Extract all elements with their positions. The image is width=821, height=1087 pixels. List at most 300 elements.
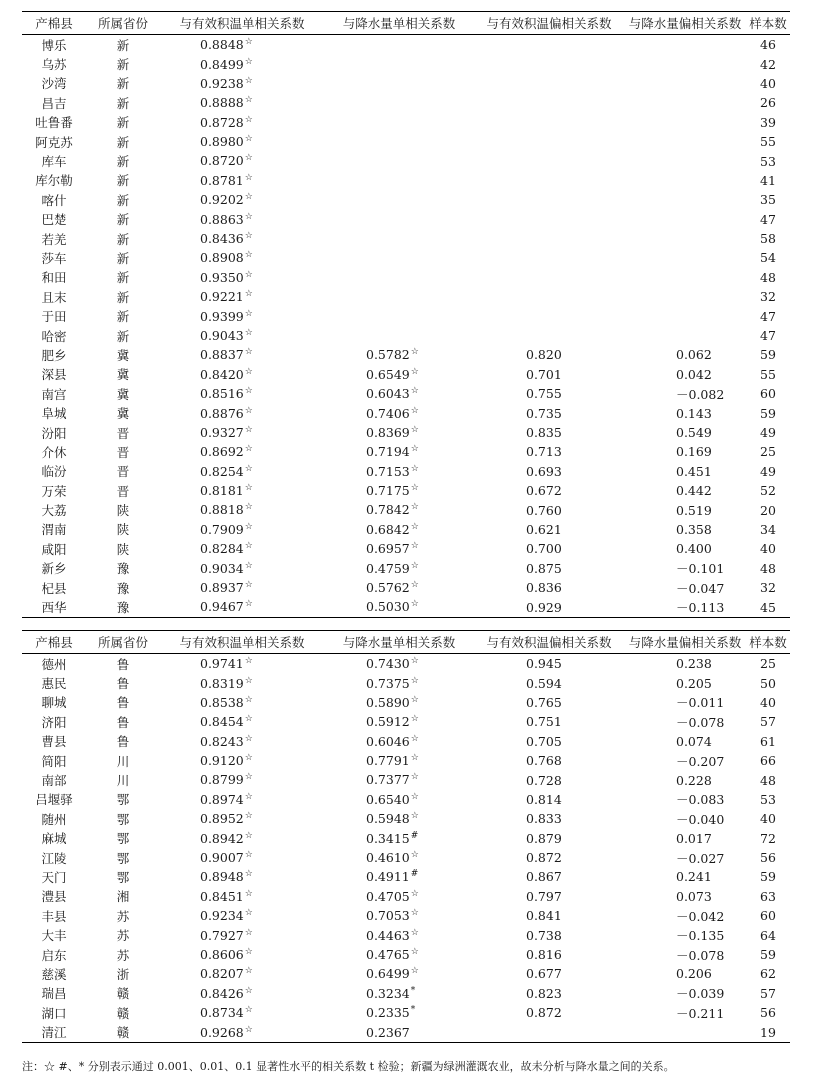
temp-partial-cell-value: 0.833 (526, 811, 562, 827)
rain-simple-cell-value: 0.6549 (366, 366, 410, 382)
temp-simple-cell-value: 0.9034 (200, 560, 244, 576)
significance-mark: ☆ (410, 483, 419, 494)
county-cell (22, 1003, 86, 1022)
province-cell (86, 906, 160, 925)
significance-mark: ☆ (410, 946, 419, 957)
temp-simple-cell (160, 693, 324, 712)
county-cell (22, 539, 86, 558)
province-cell-value: 苏 (116, 908, 130, 924)
sample-size-cell-value: 49 (760, 463, 776, 479)
county-cell-value: 西华 (41, 600, 67, 616)
province-cell-value: 新 (116, 57, 130, 73)
temp-partial-cell (474, 403, 624, 422)
county-cell-value: 昌吉 (41, 95, 67, 111)
temp-partial-cell (474, 520, 624, 539)
province-cell-value: 新 (116, 192, 130, 208)
province-cell-value: 豫 (116, 600, 130, 616)
temp-partial-cell-value: 0.879 (526, 830, 562, 846)
county-cell (22, 964, 86, 983)
table-row (22, 345, 790, 364)
county-cell (22, 132, 86, 151)
province-cell (86, 462, 160, 481)
temp-simple-cell (160, 481, 324, 500)
rain-simple-cell (324, 151, 474, 170)
temp-partial-cell-value: 0.705 (526, 733, 562, 749)
province-cell (86, 829, 160, 848)
county-cell-value: 瑞昌 (41, 986, 67, 1002)
county-cell-value: 渭南 (41, 522, 67, 538)
temp-simple-cell-value: 0.8243 (200, 733, 244, 749)
significance-mark: ☆ (244, 366, 253, 377)
temp-simple-cell (160, 906, 324, 925)
sample-size-cell (746, 751, 790, 770)
rain-partial-cell-value: －0.011 (676, 695, 725, 711)
temp-simple-cell-value: 0.8799 (200, 772, 244, 788)
province-cell (86, 539, 160, 558)
province-cell (86, 268, 160, 287)
significance-mark: ☆ (410, 405, 419, 416)
province-cell (86, 113, 160, 132)
significance-mark: ☆ (410, 347, 419, 358)
temp-partial-cell (474, 1022, 624, 1042)
temp-simple-cell (160, 326, 324, 345)
table-row (22, 829, 790, 848)
temp-partial-cell (474, 345, 624, 364)
rain-partial-cell (624, 964, 746, 983)
temp-partial-cell (474, 229, 624, 248)
significance-mark: ☆ (410, 386, 419, 397)
header-rain-simple: 与降水量单相关系数 (342, 635, 456, 650)
sample-size-cell-value: 66 (760, 753, 776, 769)
province-cell (86, 964, 160, 983)
county-cell (22, 945, 86, 964)
sample-size-cell (746, 423, 790, 442)
county-cell-value: 天门 (41, 869, 67, 885)
temp-partial-cell (474, 559, 624, 578)
province-cell-value: 新 (116, 231, 130, 247)
temp-partial-cell (474, 113, 624, 132)
county-cell (22, 712, 86, 731)
sample-size-cell-value: 26 (760, 95, 776, 111)
rain-partial-cell-value: 0.073 (676, 888, 712, 904)
county-cell-value: 惠民 (41, 676, 67, 692)
table-row (22, 365, 790, 384)
table-row (22, 481, 790, 500)
province-cell (86, 35, 160, 55)
province-cell (86, 365, 160, 384)
significance-mark: ☆ (244, 714, 253, 725)
rain-simple-cell-value: 0.7153 (366, 463, 410, 479)
rain-partial-cell (624, 306, 746, 325)
temp-simple-cell (160, 210, 324, 229)
province-cell (86, 210, 160, 229)
sample-size-cell (746, 964, 790, 983)
county-cell (22, 906, 86, 925)
rain-partial-cell (624, 190, 746, 209)
county-cell (22, 925, 86, 944)
temp-simple-cell (160, 403, 324, 422)
sample-size-cell-value: 45 (760, 599, 776, 615)
correlation-table-part-2 (22, 630, 790, 1043)
province-cell-value: 新 (116, 309, 130, 325)
province-cell-value: 晋 (116, 425, 130, 441)
significance-mark: ☆ (244, 56, 253, 67)
temp-simple-cell (160, 867, 324, 886)
temp-partial-cell-value: 0.836 (526, 580, 562, 596)
temp-simple-cell (160, 442, 324, 461)
sample-size-cell (746, 113, 790, 132)
temp-simple-cell-value: 0.9238 (200, 76, 244, 92)
county-cell-value: 湖口 (41, 1005, 67, 1021)
rain-simple-cell (324, 732, 474, 751)
rain-simple-cell (324, 597, 474, 617)
sample-size-cell (746, 984, 790, 1003)
rain-simple-cell-value: 0.6043 (366, 386, 410, 402)
temp-partial-cell (474, 539, 624, 558)
county-cell-value: 吐鲁番 (35, 115, 73, 131)
rain-partial-cell-value: －0.083 (676, 792, 725, 808)
temp-simple-cell-value: 0.8436 (200, 231, 244, 247)
province-cell (86, 248, 160, 267)
temp-simple-cell (160, 306, 324, 325)
significance-mark: ☆ (244, 946, 253, 957)
temp-simple-cell-value: 0.9350 (200, 269, 244, 285)
province-cell-value: 冀 (116, 367, 130, 383)
temp-simple-cell-value: 0.9007 (200, 850, 244, 866)
rain-partial-cell-value: －0.078 (676, 947, 725, 963)
province-cell (86, 867, 160, 886)
rain-partial-cell-value: －0.113 (676, 600, 725, 616)
temp-partial-cell-value: 0.835 (526, 425, 562, 440)
province-cell (86, 132, 160, 151)
province-cell-value: 鄂 (116, 850, 130, 866)
county-cell (22, 229, 86, 248)
table-row (22, 712, 790, 731)
sample-size-cell-value: 35 (760, 192, 776, 208)
county-cell-value: 和田 (41, 270, 67, 286)
temp-simple-cell-value: 0.8948 (200, 869, 244, 885)
rain-simple-cell-value: 0.7377 (366, 772, 410, 788)
significance-mark: # (410, 869, 419, 880)
rain-partial-cell (624, 462, 746, 481)
county-cell (22, 442, 86, 461)
table-row (22, 578, 790, 597)
county-cell-value: 吕堰驿 (35, 792, 73, 808)
sample-size-cell-value: 56 (760, 1005, 776, 1021)
county-cell-value: 库车 (41, 154, 67, 170)
county-cell (22, 520, 86, 539)
rain-partial-cell-value: 0.143 (676, 405, 712, 421)
province-cell-value: 浙 (116, 966, 130, 982)
table-row (22, 1003, 790, 1022)
temp-simple-cell-value: 0.7927 (200, 927, 244, 943)
province-cell (86, 712, 160, 731)
rain-partial-cell (624, 770, 746, 789)
significance-mark: ☆ (410, 675, 419, 686)
significance-mark: ☆ (244, 153, 253, 164)
rain-simple-cell (324, 829, 474, 848)
temp-simple-cell-value: 0.9202 (200, 192, 244, 208)
rain-simple-cell-value: 0.5782 (366, 347, 410, 363)
sample-size-cell-value: 42 (760, 56, 776, 72)
temp-simple-cell-value: 0.9741 (200, 656, 244, 672)
significance-mark: ☆ (244, 733, 253, 744)
province-cell (86, 597, 160, 617)
rain-simple-cell (324, 984, 474, 1003)
sample-size-cell-value: 59 (760, 405, 776, 421)
province-cell-value: 新 (116, 328, 130, 344)
rain-simple-cell-value: 0.7406 (366, 405, 410, 421)
county-cell (22, 171, 86, 190)
county-cell (22, 693, 86, 712)
rain-simple-cell (324, 1003, 474, 1022)
rain-partial-cell (624, 945, 746, 964)
county-cell (22, 151, 86, 170)
rain-simple-cell-value: 0.2335 (366, 1005, 410, 1021)
rain-simple-cell (324, 171, 474, 190)
rain-simple-cell-value: 0.5948 (366, 811, 410, 827)
significance-mark: ☆ (410, 463, 419, 474)
sample-size-cell-value: 40 (760, 541, 776, 557)
rain-partial-cell (624, 984, 746, 1003)
header-rain-partial: 与降水量偏相关系数 (628, 635, 742, 650)
significance-mark: ☆ (244, 347, 253, 358)
significance-mark: ☆ (410, 424, 419, 435)
county-cell-value: 南宫 (41, 386, 67, 402)
county-cell (22, 462, 86, 481)
table-row (22, 93, 790, 112)
temp-simple-cell (160, 1022, 324, 1042)
table-row (22, 268, 790, 287)
sample-size-cell (746, 151, 790, 170)
table-row (22, 751, 790, 770)
sample-size-cell (746, 500, 790, 519)
rain-partial-cell-value: －0.135 (676, 928, 725, 944)
rain-partial-cell-value: 0.400 (676, 541, 712, 557)
rain-simple-cell-value: 0.5030 (366, 599, 410, 615)
sample-size-cell-value: 63 (760, 888, 776, 904)
county-cell-value: 博乐 (41, 37, 67, 53)
temp-simple-cell-value: 0.8952 (200, 811, 244, 827)
rain-partial-cell (624, 712, 746, 731)
rain-simple-cell (324, 365, 474, 384)
significance-mark: ☆ (244, 37, 253, 48)
province-cell (86, 190, 160, 209)
rain-partial-cell (624, 790, 746, 809)
temp-simple-cell-value: 0.8937 (200, 580, 244, 596)
sample-size-cell-value: 40 (760, 811, 776, 827)
rain-simple-cell (324, 229, 474, 248)
county-cell (22, 326, 86, 345)
province-cell-value: 鲁 (116, 714, 130, 730)
temp-partial-cell (474, 848, 624, 867)
rain-partial-cell (624, 423, 746, 442)
temp-partial-cell-value: 0.867 (526, 869, 562, 885)
sample-size-cell-value: 64 (760, 927, 776, 943)
rain-partial-cell-value: 0.169 (676, 444, 712, 460)
rain-partial-cell-value: 0.451 (676, 463, 712, 479)
temp-partial-cell-value: 0.693 (526, 463, 562, 479)
significance-mark: ☆ (244, 694, 253, 705)
significance-mark: ☆ (410, 599, 419, 610)
temp-simple-cell-value: 0.7909 (200, 522, 244, 538)
rain-simple-cell (324, 539, 474, 558)
county-cell-value: 万荣 (41, 483, 67, 499)
province-cell-value: 豫 (116, 561, 130, 577)
rain-partial-cell (624, 229, 746, 248)
temp-partial-cell (474, 964, 624, 983)
temp-simple-cell-value: 0.8319 (200, 675, 244, 691)
sample-size-cell (746, 925, 790, 944)
rain-partial-cell (624, 673, 746, 692)
table-row (22, 287, 790, 306)
significance-mark: ☆ (410, 521, 419, 532)
province-cell (86, 520, 160, 539)
rain-partial-cell-value: 0.519 (676, 502, 712, 518)
temp-simple-cell (160, 462, 324, 481)
rain-partial-cell (624, 559, 746, 578)
temp-simple-cell-value: 0.8451 (200, 888, 244, 904)
rain-partial-cell (624, 1003, 746, 1022)
header-sample-size: 样本数 (749, 16, 787, 31)
rain-partial-cell (624, 848, 746, 867)
province-cell-value: 苏 (116, 928, 130, 944)
rain-partial-cell (624, 906, 746, 925)
rain-partial-cell (624, 809, 746, 828)
rain-partial-cell (624, 171, 746, 190)
sample-size-cell-value: 25 (760, 656, 776, 672)
rain-simple-cell (324, 578, 474, 597)
county-cell (22, 578, 86, 597)
temp-partial-cell (474, 1003, 624, 1022)
sample-size-cell-value: 59 (760, 347, 776, 363)
significance-mark: ☆ (244, 772, 253, 783)
sample-size-cell (746, 403, 790, 422)
county-cell-value: 哈密 (41, 328, 67, 344)
temp-simple-cell (160, 248, 324, 267)
county-cell (22, 751, 86, 770)
table-row (22, 770, 790, 789)
temp-partial-cell (474, 925, 624, 944)
temp-partial-cell (474, 751, 624, 770)
temp-simple-cell (160, 539, 324, 558)
table-row (22, 500, 790, 519)
significance-mark: ☆ (410, 966, 419, 977)
province-cell-value: 冀 (116, 386, 130, 402)
significance-mark: ☆ (410, 811, 419, 822)
temp-partial-cell (474, 770, 624, 789)
temp-simple-cell-value: 0.8818 (200, 502, 244, 518)
province-cell (86, 54, 160, 73)
rain-partial-cell (624, 654, 746, 674)
header-rain-partial: 与降水量偏相关系数 (628, 16, 742, 31)
significance-mark: ☆ (244, 580, 253, 591)
table-row (22, 384, 790, 403)
significance-mark: ☆ (410, 502, 419, 513)
rain-partial-cell (624, 597, 746, 617)
sample-size-cell (746, 712, 790, 731)
significance-mark: ☆ (244, 1005, 253, 1016)
significance-mark: ☆ (410, 908, 419, 919)
temp-partial-cell-value: 0.765 (526, 694, 562, 710)
significance-mark: ☆ (244, 675, 253, 686)
table-row (22, 462, 790, 481)
sample-size-cell-value: 20 (760, 502, 776, 518)
table-row (22, 442, 790, 461)
county-cell (22, 597, 86, 617)
rain-partial-cell-value: 0.074 (676, 733, 712, 749)
county-cell (22, 74, 86, 93)
temp-partial-cell (474, 326, 624, 345)
header-temp-partial: 与有效积温偏相关系数 (486, 16, 612, 31)
significance-mark: ☆ (410, 753, 419, 764)
county-cell-value: 于田 (41, 309, 67, 325)
temp-simple-cell (160, 384, 324, 403)
rain-partial-cell (624, 500, 746, 519)
county-cell-value: 简阳 (41, 753, 67, 769)
province-cell-value: 鲁 (116, 656, 130, 672)
temp-simple-cell (160, 500, 324, 519)
temp-partial-cell-value: 0.755 (526, 386, 562, 402)
temp-simple-cell (160, 190, 324, 209)
temp-simple-cell-value: 0.8781 (200, 173, 244, 188)
sample-size-cell-value: 39 (760, 114, 776, 130)
temp-partial-cell (474, 54, 624, 73)
province-cell (86, 384, 160, 403)
rain-simple-cell-value: 0.6957 (366, 541, 410, 557)
rain-simple-cell-value: 0.6499 (366, 966, 410, 982)
significance-mark: ☆ (244, 308, 253, 319)
sample-size-cell-value: 48 (760, 269, 776, 285)
sample-size-cell (746, 790, 790, 809)
province-cell-value: 陕 (116, 522, 130, 538)
temp-partial-cell-value: 0.735 (526, 405, 562, 421)
temp-simple-cell (160, 229, 324, 248)
significance-mark: ☆ (410, 541, 419, 552)
rain-simple-cell (324, 945, 474, 964)
county-cell-value: 汾阳 (41, 425, 67, 441)
temp-partial-cell (474, 500, 624, 519)
province-cell-value: 豫 (116, 580, 130, 596)
sample-size-cell-value: 59 (760, 869, 776, 885)
province-cell-value: 鲁 (116, 695, 130, 711)
sample-size-cell (746, 887, 790, 906)
significance-mark: ☆ (244, 850, 253, 861)
rain-partial-cell (624, 751, 746, 770)
province-cell-value: 新 (116, 289, 130, 305)
county-cell-value: 聊城 (41, 695, 67, 711)
county-cell-value: 大丰 (41, 928, 67, 944)
significance-mark: ☆ (244, 289, 253, 300)
significance-mark: ☆ (410, 694, 419, 705)
temp-partial-cell (474, 867, 624, 886)
rain-simple-cell (324, 770, 474, 789)
rain-simple-cell (324, 93, 474, 112)
sample-size-cell (746, 559, 790, 578)
sample-size-cell (746, 520, 790, 539)
rain-partial-cell-value: －0.027 (676, 850, 725, 866)
table-row (22, 732, 790, 751)
significance-mark: ☆ (410, 888, 419, 899)
county-cell (22, 790, 86, 809)
temp-simple-cell (160, 732, 324, 751)
rain-simple-cell-value: 0.7375 (366, 675, 410, 691)
sample-size-cell (746, 35, 790, 55)
table-row (22, 887, 790, 906)
significance-mark: ☆ (244, 599, 253, 610)
significance-mark: ☆ (244, 444, 253, 455)
significance-mark: ☆ (244, 502, 253, 513)
